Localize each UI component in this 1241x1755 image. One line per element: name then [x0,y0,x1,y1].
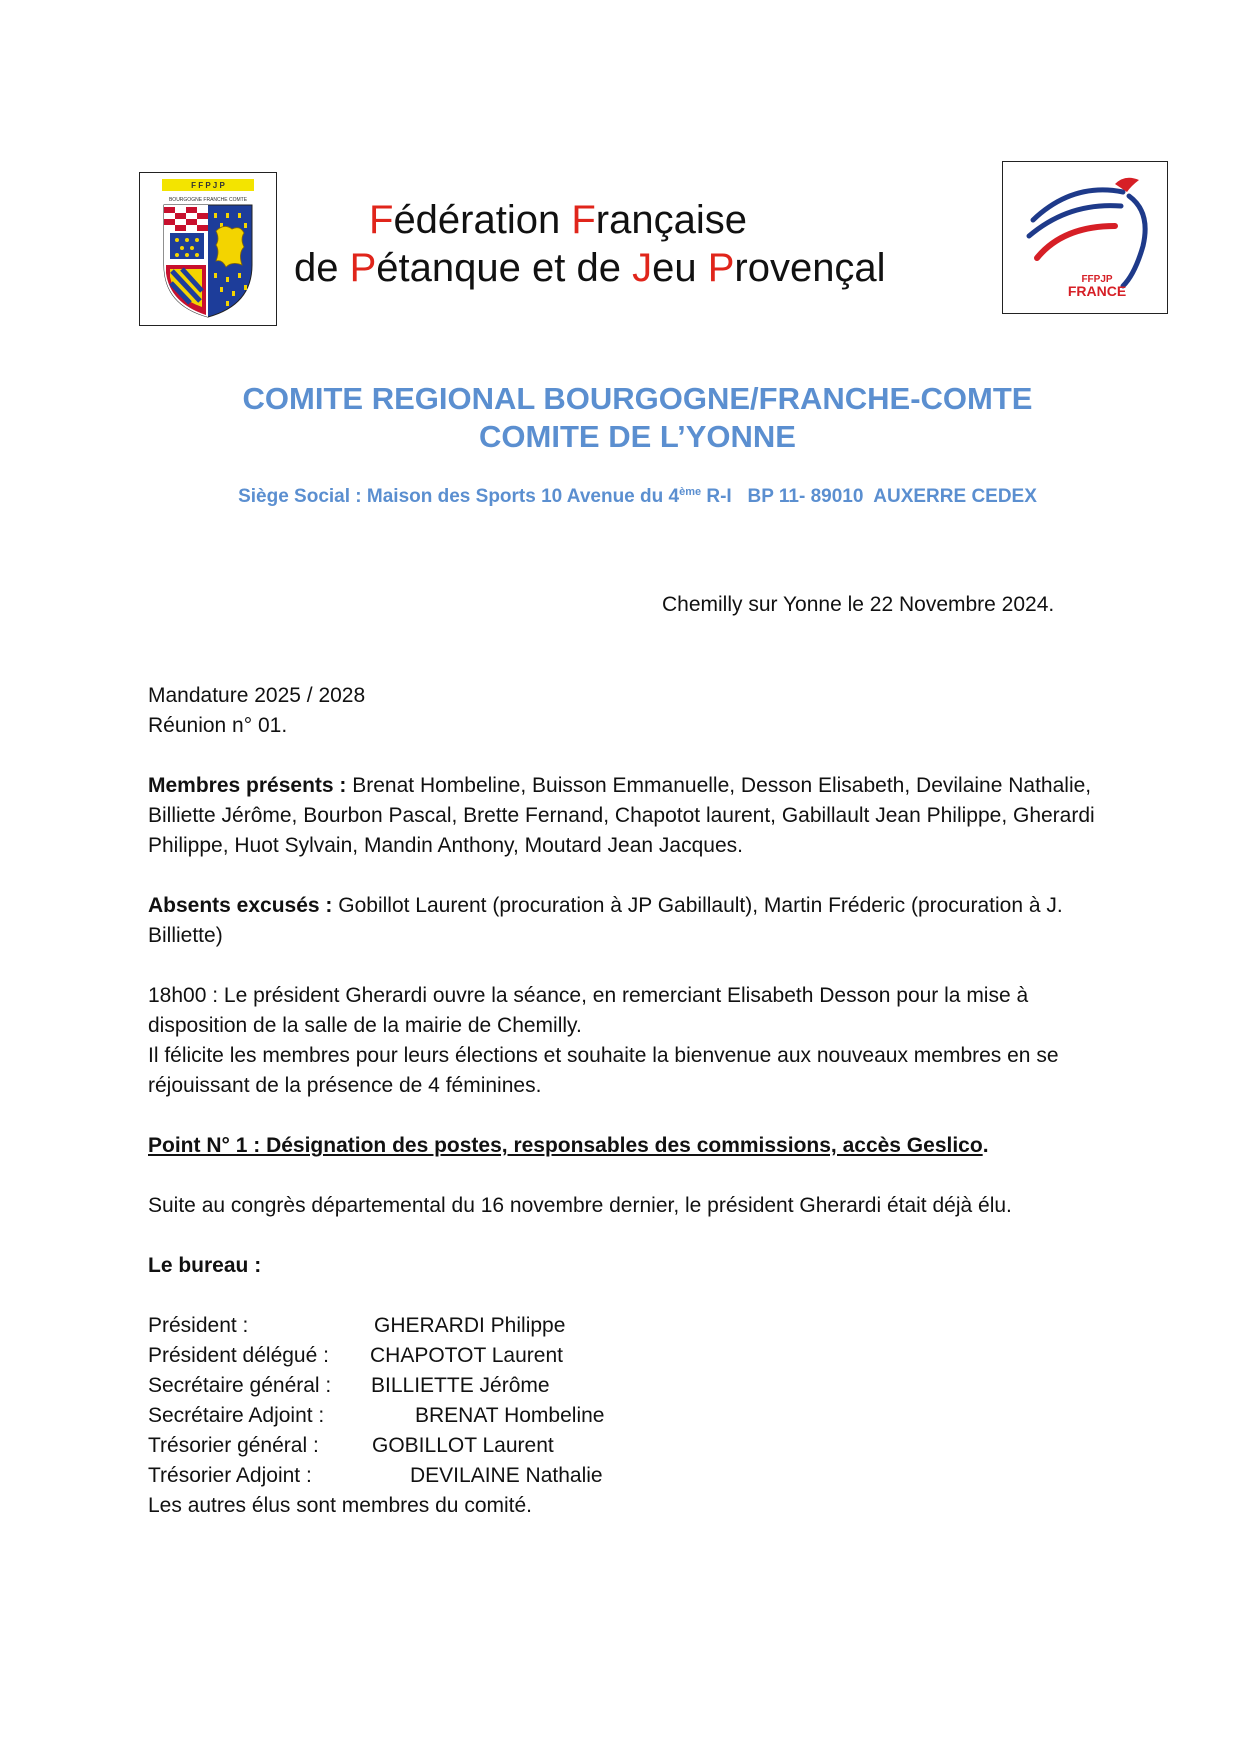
bureau-name: BILLIETTE Jérôme [371,1374,550,1397]
title-initial-red: J [632,246,653,290]
point1-title: Point N° 1 : Désignation des postes, responsables des commissions, accès Geslico [148,1134,983,1157]
mandature-line: Mandature 2025 / 2028 [148,684,366,707]
bureau-list [148,1311,1098,1491]
document-body [148,681,1098,1521]
congress-paragraph: Suite au congrès départemental du 16 novembre dernier, le président Gherardi était déjà élu. [148,1194,1012,1217]
point1-heading [148,1131,1098,1161]
bureau-role: Trésorier Adjoint : [148,1464,312,1487]
title-text-segment: rovençal [734,246,886,290]
logo-banner-text: F F P J P [191,181,225,190]
title-initial-red: F [571,198,596,242]
bureau-row [148,1431,1098,1461]
bureau-row [148,1461,1098,1491]
members-present-paragraph [148,771,1098,861]
comite-yonne-title: COMITE DE L’YONNE [479,419,796,454]
bureau-name: DEVILAINE Nathalie [410,1464,603,1487]
siege-social-address [17,480,1241,509]
opening-paragraph-1: 18h00 : Le président Gherardi ouvre la séance, en remerciant Elisabeth Desson pour la mise à disposition de la salle de la mairie de Chemilly. [148,984,1029,1037]
bureau-role: Président : [148,1314,249,1337]
bureau-name: GHERARDI Philippe [374,1314,566,1337]
bourgogne-franche-comte-logo [139,172,277,326]
title-text-segment: étanque et de [376,246,633,290]
siege-text-end: R-I BP 11- 89010 AUXERRE CEDEX [701,486,1037,507]
ffpjp-france-logo [1002,161,1168,314]
bureau-name: BRENAT Hombeline [415,1404,605,1427]
comite-regional-title: COMITE REGIONAL BOURGOGNE/FRANCHE-COMTE [242,381,1033,416]
federation-title-line1 [369,196,747,244]
siege-superscript: ème [679,486,702,498]
siege-text-start: Siège Social : Maison des Sports 10 Avenue du 4 [238,486,680,507]
title-initial-red: F [369,198,394,242]
point1-dot: . [982,1134,989,1157]
bureau-role: Président délégué : [148,1344,329,1367]
members-present-label: Membres présents : [148,774,347,797]
bureau-name: GOBILLOT Laurent [372,1434,554,1457]
bureau-row [148,1371,1098,1401]
title-text-segment: rançaise [595,198,747,242]
bureau-row [148,1401,1098,1431]
closing-line: Les autres élus sont membres du comité. [148,1494,533,1517]
bureau-heading: Le bureau : [148,1254,262,1277]
logo-ffpjp-text: FFPJP [1081,274,1113,285]
opening-paragraph-2: Il félicite les membres pour leurs élections et souhaite la bienvenue aux nouveaux membres en se réjouissant de la présence de 4 féminines. [148,1044,1059,1097]
bureau-role: Trésorier général : [148,1434,319,1457]
title-text-segment: de [294,246,350,290]
bureau-role: Secrétaire Adjoint : [148,1404,325,1427]
rooster-logo-icon [1003,162,1166,312]
coat-of-arms-icon [140,173,275,324]
bureau-row [148,1341,1098,1371]
absents-text: Gobillot Laurent (procuration à JP Gabillault), Martin Fréderic (procuration à J. Billiette) [148,894,1063,947]
bureau-row [148,1311,1098,1341]
title-text-segment: édération [393,198,572,242]
title-initial-red: P [707,246,735,290]
absents-paragraph [148,891,1098,951]
federation-title-line2 [294,244,886,292]
members-present-text: Brenat Hombeline, Buisson Emmanuelle, Desson Elisabeth, Devilaine Nathalie, Billiette Jérôme, Bourbon Pascal, Brette Fernand, Chapotot laurent, Gabillault Jean Philippe, Gherardi Philippe, Huot Sylvain, Mandin Anthony, Moutard Jean Jacques. [148,774,1095,857]
logo-caption-text: BOURGOGNE FRANCHE COMTE [168,197,248,203]
title-text-segment: eu [652,246,708,290]
title-initial-red: P [349,246,377,290]
absents-label: Absents excusés : [148,894,333,917]
logo-france-text: FRANCE [1067,283,1127,299]
reunion-line: Réunion n° 01. [148,714,288,737]
bureau-name: CHAPOTOT Laurent [370,1344,563,1367]
date-line: Chemilly sur Yonne le 22 Novembre 2024. [662,593,1055,616]
bureau-role: Secrétaire général : [148,1374,332,1397]
